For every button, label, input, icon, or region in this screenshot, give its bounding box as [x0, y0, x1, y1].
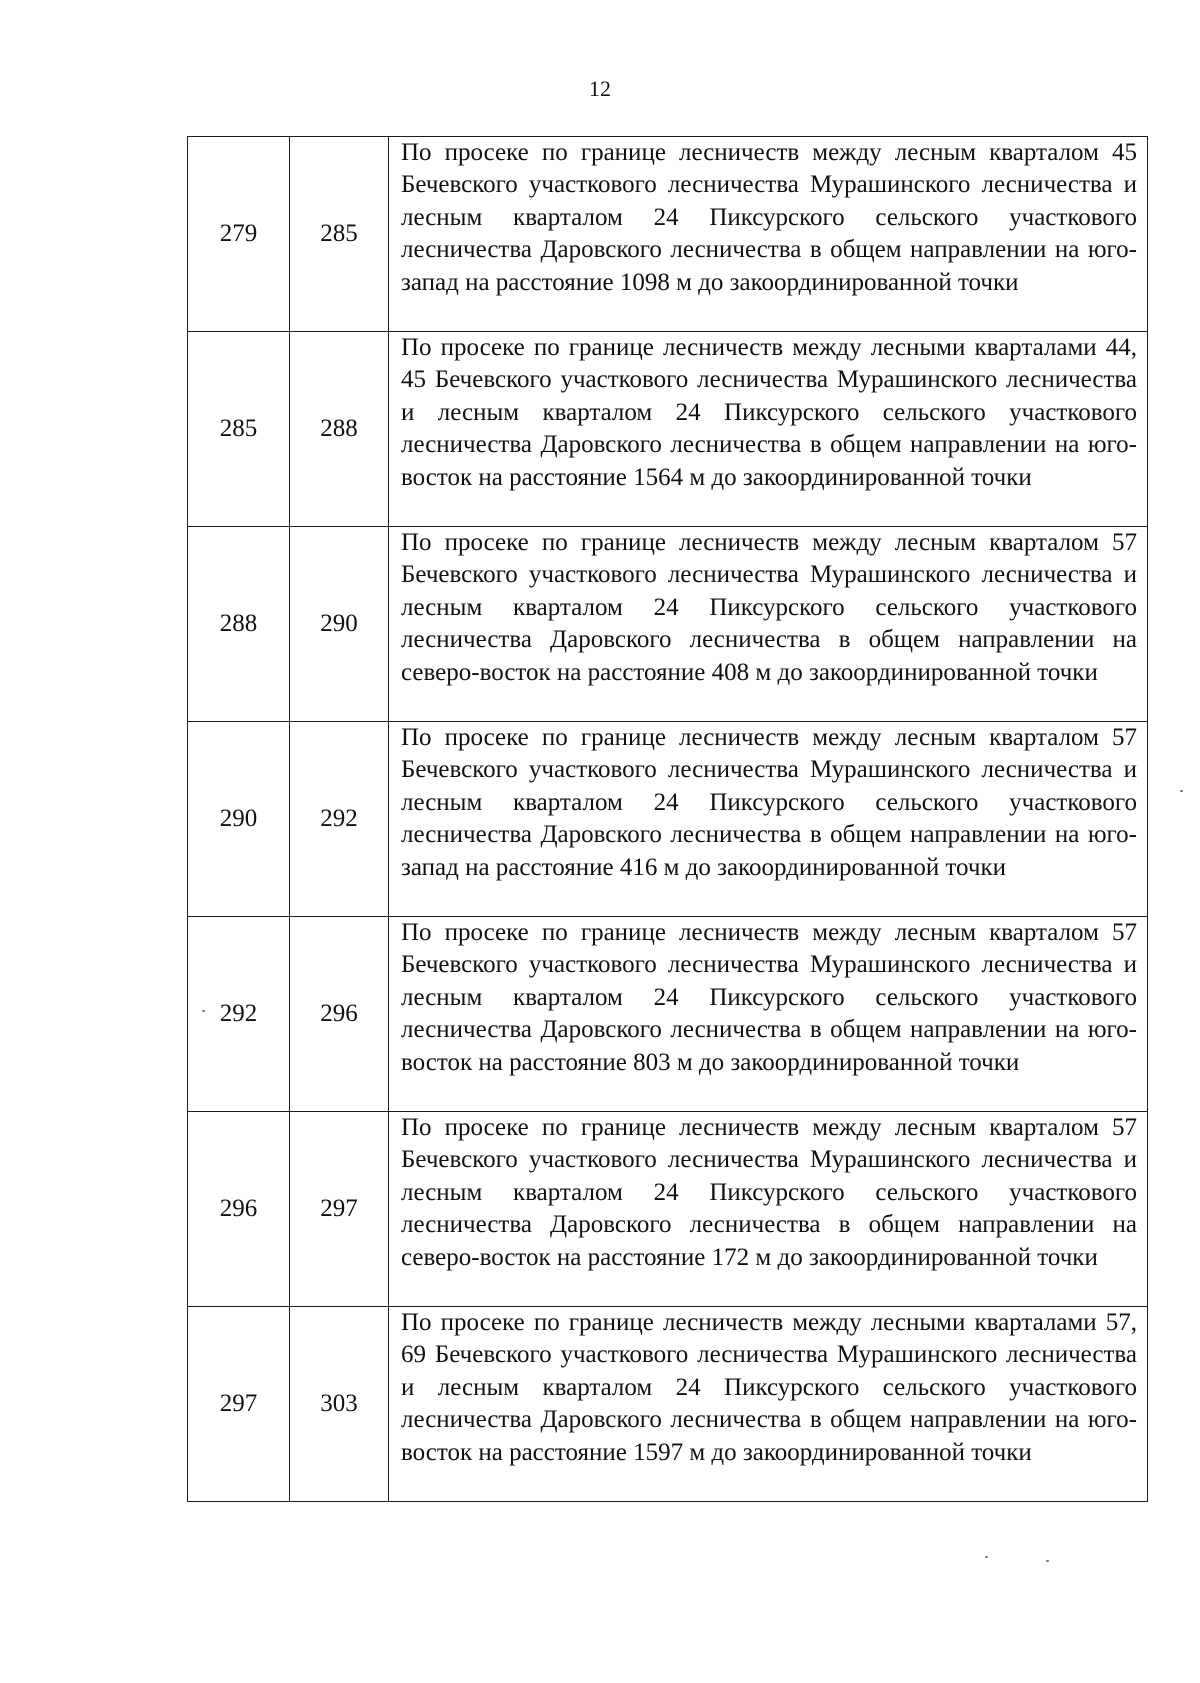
from-point-cell: 296	[188, 1112, 290, 1307]
table-body	[188, 137, 1148, 1502]
scan-speck	[985, 1556, 988, 1558]
from-point-cell: 288	[188, 527, 290, 722]
from-point-cell: 290	[188, 722, 290, 917]
description-cell: По просеке по границе лесничеств между лесным кварталом 57 Бечевского участкового лесничества Мурашинского лесничества и лесным кварталом 24 Пиксурского сельского участкового лесничества Даровского лесничества в общем направлении на юго-запад на расстояние 416 м до закоординированной точки	[389, 722, 1148, 917]
to-point-cell: 292	[290, 722, 389, 917]
table-row	[188, 332, 1148, 527]
description-cell: По просеке по границе лесничеств между лесным кварталом 45 Бечевского участкового лесничества Мурашинского лесничества и лесным кварталом 24 Пиксурского сельского участкового лесничества Даровского лесничества в общем направлении на юго-запад на расстояние 1098 м до закоординированной точки	[389, 137, 1148, 332]
table-row	[188, 1307, 1148, 1502]
table-row	[188, 722, 1148, 917]
to-point-cell: 290	[290, 527, 389, 722]
table-row	[188, 917, 1148, 1112]
table-row	[188, 137, 1148, 332]
from-point-cell: 279	[188, 137, 290, 332]
scan-speck	[1180, 790, 1183, 792]
scan-speck	[1046, 1560, 1049, 1562]
to-point-cell: 297	[290, 1112, 389, 1307]
boundary-description-table	[187, 136, 1148, 1502]
description-cell: По просеке по границе лесничеств между лесными кварталами 57, 69 Бечевского участкового лесничества Мурашинского лесничества и лесным кварталом 24 Пиксурского сельского участкового лесничества Даровского лесничества в общем направлении на юго-восток на расстояние 1597 м до закоординированной точки	[389, 1307, 1148, 1502]
from-point-cell: 285	[188, 332, 290, 527]
to-point-cell: 303	[290, 1307, 389, 1502]
description-cell: По просеке по границе лесничеств между лесным кварталом 57 Бечевского участкового лесничества Мурашинского лесничества и лесным кварталом 24 Пиксурского сельского участкового лесничества Даровского лесничества в общем направлении на северо-восток на расстояние 172 м до закоординированной точки	[389, 1112, 1148, 1307]
table-row	[188, 527, 1148, 722]
page-number: 12	[589, 76, 611, 101]
scan-speck	[202, 1010, 205, 1012]
description-cell: По просеке по границе лесничеств между лесным кварталом 57 Бечевского участкового лесничества Мурашинского лесничества и лесным кварталом 24 Пиксурского сельского участкового лесничества Даровского лесничества в общем направлении на юго-восток на расстояние 803 м до закоординированной точки	[389, 917, 1148, 1112]
to-point-cell: 288	[290, 332, 389, 527]
from-point-cell: 297	[188, 1307, 290, 1502]
to-point-cell: 296	[290, 917, 389, 1112]
table-row	[188, 1112, 1148, 1307]
description-cell: По просеке по границе лесничеств между лесным кварталом 57 Бечевского участкового лесничества Мурашинского лесничества и лесным кварталом 24 Пиксурского сельского участкового лесничества Даровского лесничества в общем направлении на северо-восток на расстояние 408 м до закоординированной точки	[389, 527, 1148, 722]
from-point-cell: 292	[188, 917, 290, 1112]
description-cell: По просеке по границе лесничеств между лесными кварталами 44, 45 Бечевского участкового лесничества Мурашинского лесничества и лесным кварталом 24 Пиксурского сельского участкового лесничества Даровского лесничества в общем направлении на юго-восток на расстояние 1564 м до закоординированной точки	[389, 332, 1148, 527]
to-point-cell: 285	[290, 137, 389, 332]
